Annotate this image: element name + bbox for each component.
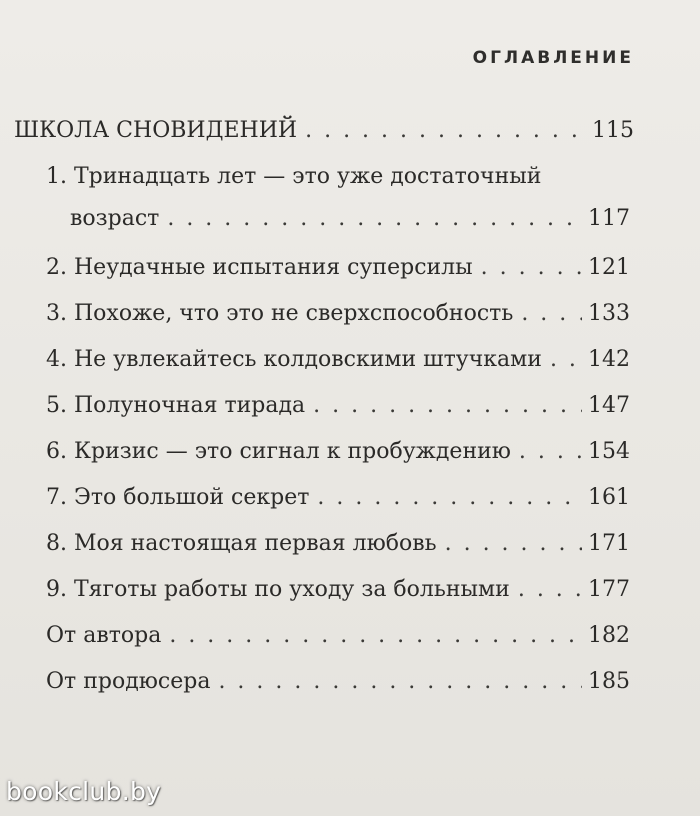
toc-chapter-entry <box>46 575 630 605</box>
toc-chapter-entry <box>46 437 630 467</box>
toc-page-number: 171 <box>588 531 630 556</box>
toc-page-number: 185 <box>588 669 630 694</box>
dot-leader <box>218 667 582 697</box>
toc-page-number: 115 <box>592 118 634 143</box>
toc-page-number: 177 <box>588 577 630 602</box>
toc-chapter-entry <box>46 391 630 421</box>
toc-chapter-title: От автора <box>46 623 162 648</box>
toc-chapter-entry <box>46 529 630 559</box>
toc-chapter-entry <box>46 483 630 513</box>
toc-chapter-title: 9. Тяготы работы по уходу за больными <box>46 577 510 602</box>
toc-page-number: 182 <box>588 623 630 648</box>
toc-chapter-entry <box>46 299 630 329</box>
dot-leader <box>167 204 582 234</box>
dot-leader <box>317 483 582 513</box>
toc-chapter-entry <box>46 621 630 651</box>
toc-page-number: 147 <box>588 393 630 418</box>
dot-leader <box>481 253 582 283</box>
toc-chapter-title: 3. Похоже, что это не сверхспособность <box>46 301 514 326</box>
toc-chapter-title: 1. Тринадцать лет — это уже достаточный <box>46 164 542 189</box>
dot-leader <box>518 575 582 605</box>
dot-leader <box>313 391 582 421</box>
toc-page-number: 133 <box>588 301 630 326</box>
dot-leader <box>521 299 582 329</box>
dot-leader <box>550 345 582 375</box>
watermark: bookclub.by <box>6 777 162 806</box>
toc-chapter-title: 6. Кризис — это сигнал к пробуждению <box>46 439 511 464</box>
toc-page-number: 117 <box>588 206 630 231</box>
toc-page-number: 154 <box>588 439 630 464</box>
toc-chapter-entry <box>46 162 630 234</box>
toc-chapter-title-continuation: возраст <box>70 206 160 231</box>
toc-page-number: 121 <box>588 255 630 280</box>
toc-chapter-entry <box>46 253 630 283</box>
toc-chapter-title: 4. Не увлекайтесь колдовскими штучками <box>46 347 542 372</box>
dot-leader <box>519 437 582 467</box>
toc-part-entry <box>14 116 634 146</box>
toc-chapter-entry <box>46 345 630 375</box>
dot-leader <box>445 529 582 559</box>
toc-chapter-title: 8. Моя настоящая первая любовь <box>46 531 437 556</box>
toc-chapter-title: 2. Неудачные испытания суперсилы <box>46 255 473 280</box>
toc-page-number: 161 <box>588 485 630 510</box>
page-heading: ОГЛАВЛЕНИЕ <box>472 48 634 68</box>
toc-page-number: 142 <box>588 347 630 372</box>
toc-chapter-title: 5. Полуночная тирада <box>46 393 306 418</box>
toc-chapter-title: От продюсера <box>46 669 211 694</box>
dot-leader <box>169 621 582 651</box>
dot-leader <box>305 116 586 146</box>
toc-chapter-entry <box>46 667 630 697</box>
toc-part-title: ШКОЛА СНОВИДЕНИЙ <box>14 118 298 143</box>
toc-chapter-title: 7. Это большой секрет <box>46 485 310 510</box>
